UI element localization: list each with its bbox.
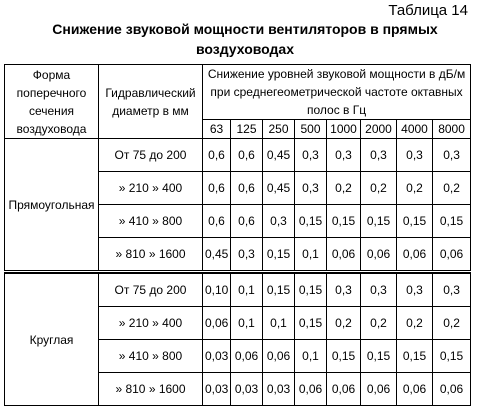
header-frequency: 125 <box>231 120 263 139</box>
value-cell: 0,3 <box>231 238 263 272</box>
shape-cell: Круглая <box>5 274 99 406</box>
diameter-cell: » 410 » 800 <box>99 340 203 373</box>
value-cell: 0,3 <box>433 274 471 307</box>
value-cell: 0,3 <box>327 274 361 307</box>
header-frequency: 500 <box>295 120 327 139</box>
header-diameter: Гидравлический диаметр в мм <box>99 65 203 139</box>
value-cell: 0,06 <box>327 238 361 272</box>
value-cell: 0,3 <box>263 205 295 238</box>
value-cell: 0,15 <box>263 238 295 272</box>
value-cell: 0,2 <box>361 172 397 205</box>
value-cell: 0,3 <box>327 139 361 172</box>
diameter-cell: От 75 до 200 <box>99 139 203 172</box>
value-cell: 0,6 <box>231 205 263 238</box>
diameter-cell: » 210 » 400 <box>99 172 203 205</box>
value-cell: 0,15 <box>295 205 327 238</box>
value-cell: 0,3 <box>397 274 433 307</box>
table-header <box>5 65 471 139</box>
value-cell: 0,06 <box>433 373 471 406</box>
value-cell: 0,6 <box>231 172 263 205</box>
value-cell: 0,06 <box>263 340 295 373</box>
value-cell: 0,6 <box>231 139 263 172</box>
value-cell: 0,1 <box>231 274 263 307</box>
value-cell: 0,45 <box>203 238 231 272</box>
value-cell: 0,06 <box>361 373 397 406</box>
header-frequency: 2000 <box>361 120 397 139</box>
header-frequency: 250 <box>263 120 295 139</box>
value-cell: 0,2 <box>397 307 433 340</box>
value-cell: 0,3 <box>433 139 471 172</box>
value-cell: 0,3 <box>295 172 327 205</box>
table-row <box>5 274 471 307</box>
value-cell: 0,1 <box>295 238 327 272</box>
value-cell: 0,06 <box>397 238 433 272</box>
value-cell: 0,06 <box>231 340 263 373</box>
value-cell: 0,6 <box>203 139 231 172</box>
value-cell: 0,06 <box>361 238 397 272</box>
value-cell: 0,45 <box>263 172 295 205</box>
value-cell: 0,15 <box>397 340 433 373</box>
value-cell: 0,06 <box>295 373 327 406</box>
header-frequency: 4000 <box>397 120 433 139</box>
value-cell: 0,03 <box>203 373 231 406</box>
header-shape: Форма поперечного сечения воздуховода <box>5 65 99 139</box>
value-cell: 0,2 <box>433 172 471 205</box>
value-cell: 0,3 <box>361 274 397 307</box>
value-cell: 0,15 <box>433 205 471 238</box>
value-cell: 0,03 <box>231 373 263 406</box>
value-cell: 0,15 <box>361 340 397 373</box>
table-body <box>5 139 471 406</box>
value-cell: 0,15 <box>295 307 327 340</box>
value-cell: 0,03 <box>203 340 231 373</box>
header-frequency: 8000 <box>433 120 471 139</box>
value-cell: 0,6 <box>203 205 231 238</box>
value-cell: 0,3 <box>397 139 433 172</box>
value-cell: 0,15 <box>433 340 471 373</box>
value-cell: 0,15 <box>295 274 327 307</box>
value-cell: 0,2 <box>433 307 471 340</box>
diameter-cell: » 810 » 1600 <box>99 373 203 406</box>
sound-reduction-table <box>4 64 471 406</box>
value-cell: 0,2 <box>361 307 397 340</box>
value-cell: 0,1 <box>263 307 295 340</box>
value-cell: 0,15 <box>361 205 397 238</box>
value-cell: 0,1 <box>231 307 263 340</box>
value-cell: 0,10 <box>203 274 231 307</box>
diameter-cell: » 210 » 400 <box>99 307 203 340</box>
value-cell: 0,2 <box>397 172 433 205</box>
value-cell: 0,45 <box>263 139 295 172</box>
header-frequency: 1000 <box>327 120 361 139</box>
value-cell: 0,1 <box>295 340 327 373</box>
value-cell: 0,15 <box>327 340 361 373</box>
header-reduction: Снижение уровней звуковой мощности в дБ/м при среднегеометрической частоте октавных полос в Гц <box>203 65 471 120</box>
diameter-cell: » 810 » 1600 <box>99 238 203 272</box>
value-cell: 0,06 <box>433 238 471 272</box>
value-cell: 0,2 <box>327 172 361 205</box>
value-cell: 0,06 <box>397 373 433 406</box>
value-cell: 0,06 <box>327 373 361 406</box>
header-frequency: 63 <box>203 120 231 139</box>
table-row <box>5 139 471 172</box>
value-cell: 0,03 <box>263 373 295 406</box>
diameter-cell: От 75 до 200 <box>99 274 203 307</box>
table-title: Снижение звуковой мощности вентиляторов в прямых воздуховодах <box>52 21 438 57</box>
shape-cell: Прямоугольная <box>5 139 99 272</box>
value-cell: 0,2 <box>327 307 361 340</box>
value-cell: 0,15 <box>397 205 433 238</box>
value-cell: 0,6 <box>203 172 231 205</box>
table-number-label: Таблица 14 <box>388 2 468 19</box>
value-cell: 0,15 <box>327 205 361 238</box>
value-cell: 0,06 <box>203 307 231 340</box>
diameter-cell: » 410 » 800 <box>99 205 203 238</box>
value-cell: 0,15 <box>263 274 295 307</box>
value-cell: 0,3 <box>295 139 327 172</box>
value-cell: 0,3 <box>361 139 397 172</box>
